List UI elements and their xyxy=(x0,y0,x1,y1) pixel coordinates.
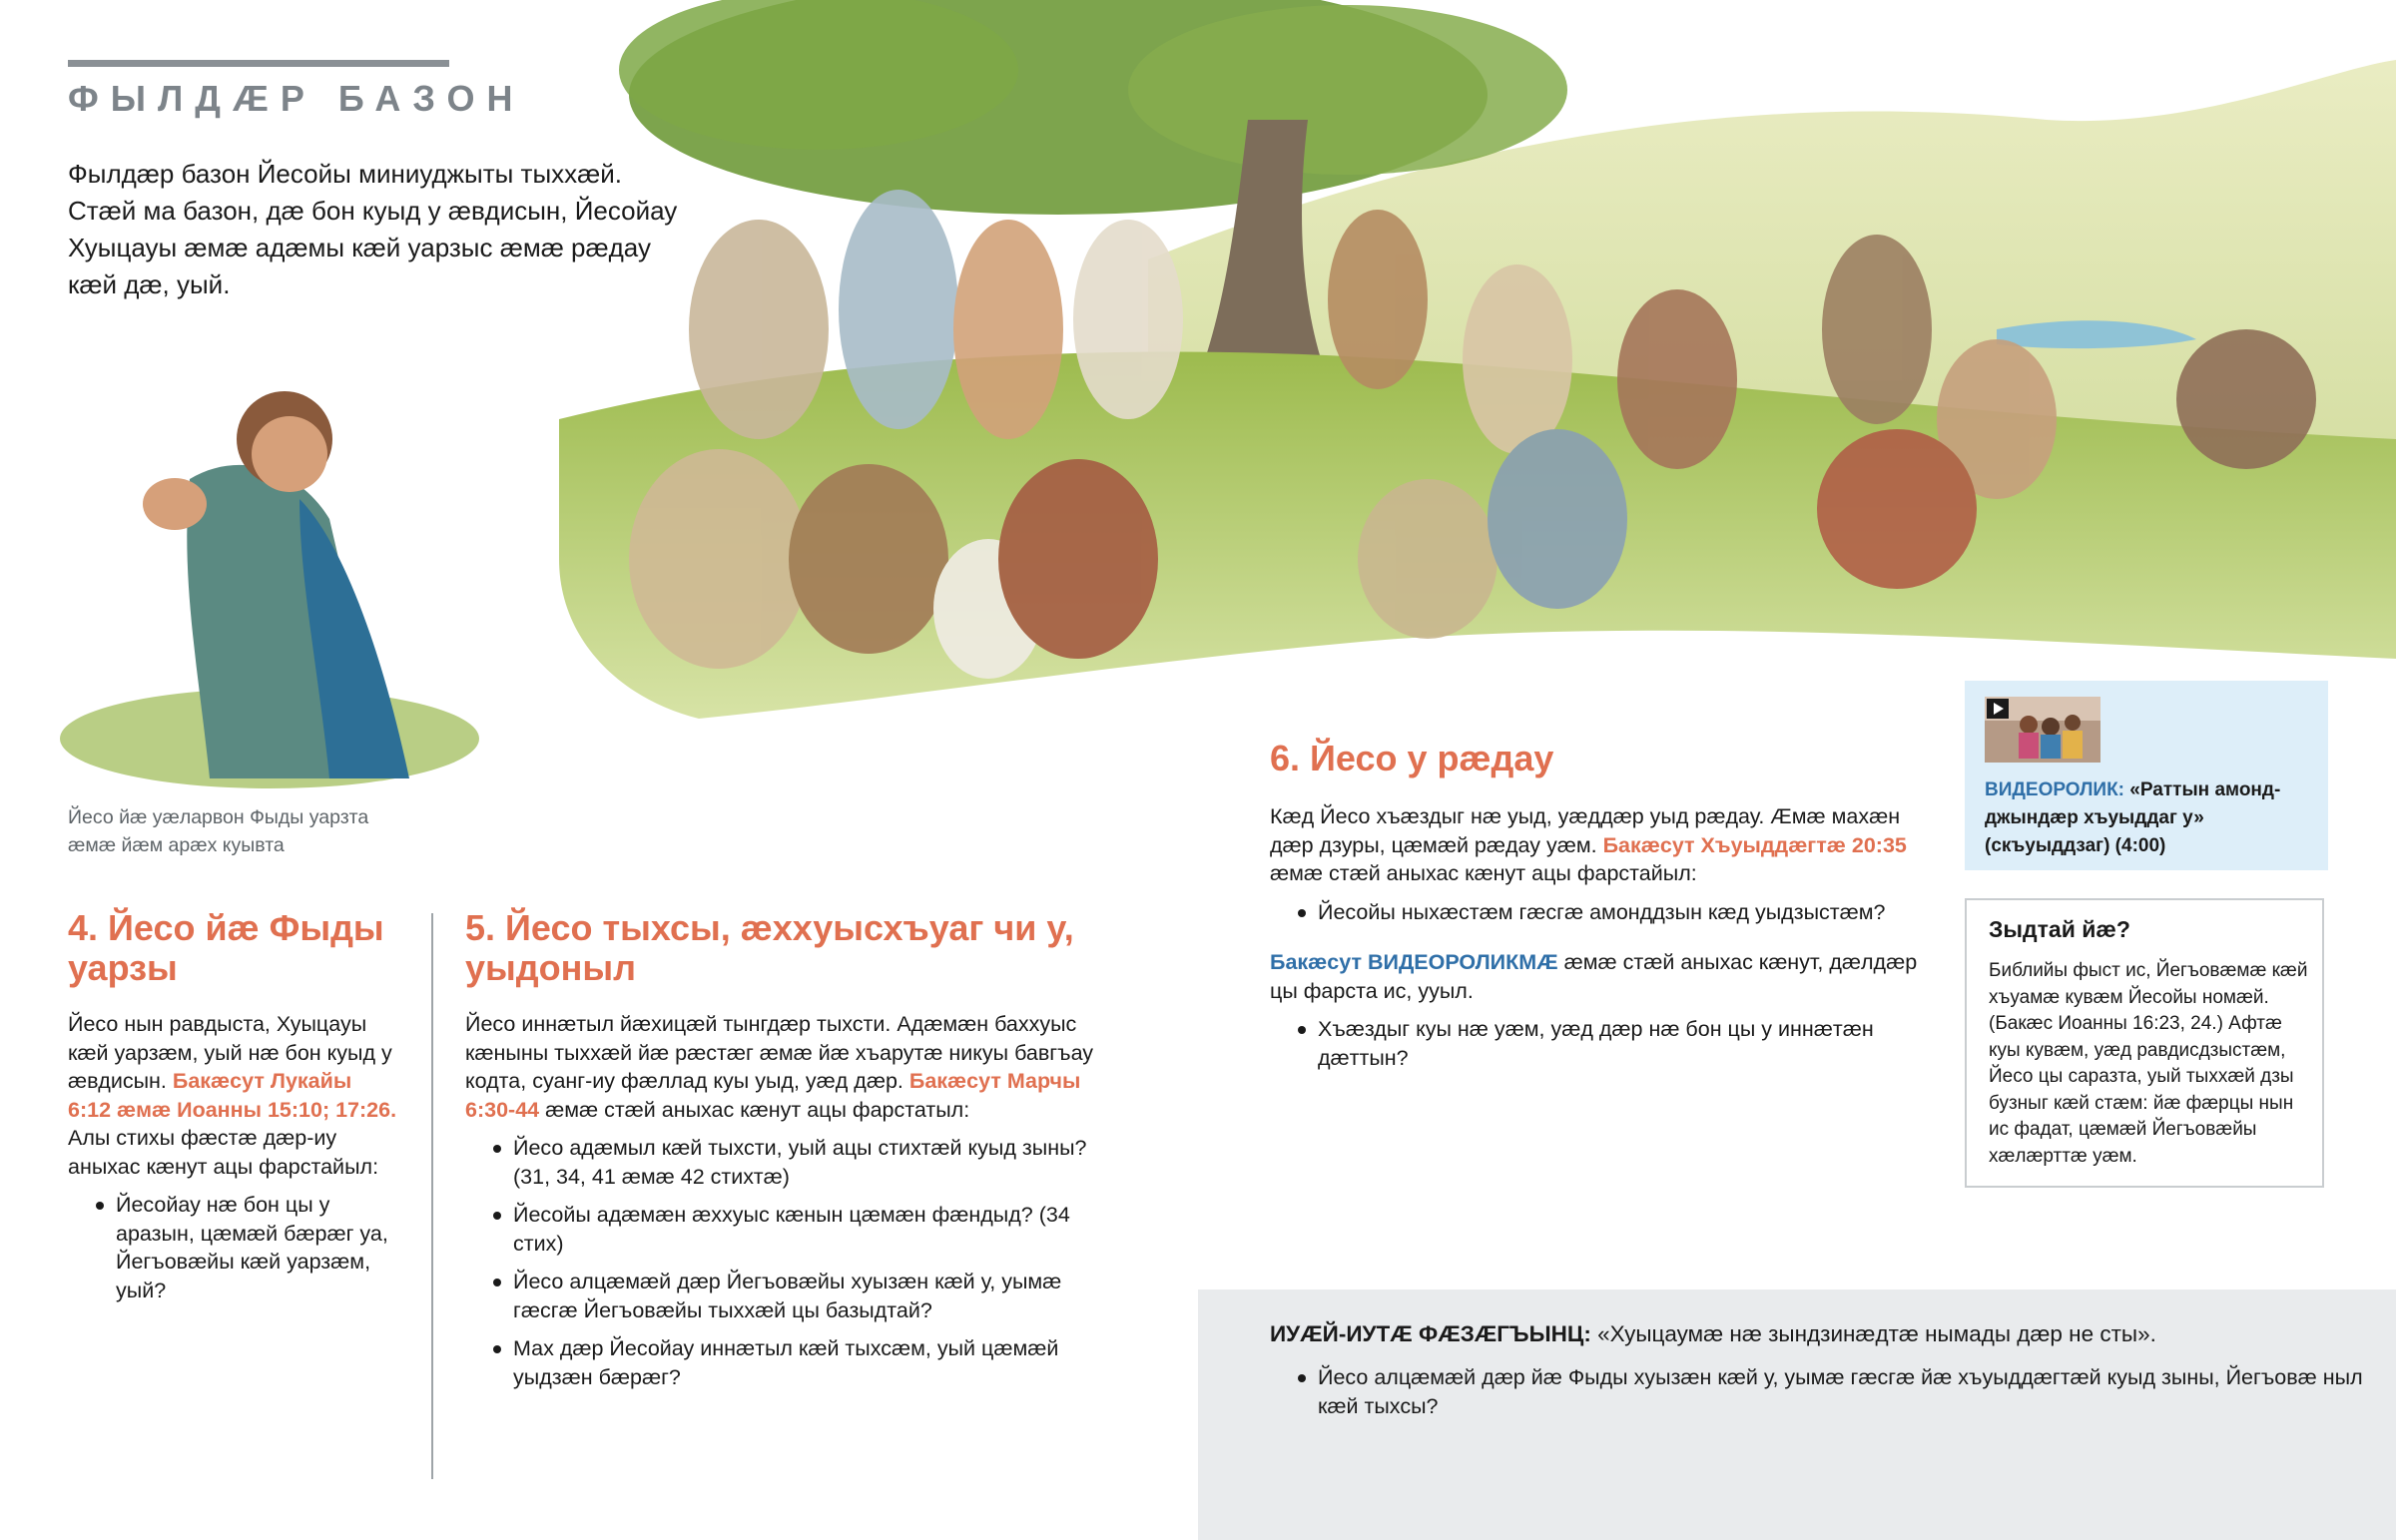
video-caption[interactable] xyxy=(1985,776,2314,860)
list-item: Йесойы ныхæстæм гæсгæ амонддзын кæд уыдзыстæм? xyxy=(1270,898,1949,927)
some-say-quote: «Хуыцаумæ нæ зындзинæдтæ нымады дæр не сты». xyxy=(1590,1321,2156,1346)
video-label: ВИДЕОРОЛИК: xyxy=(1985,779,2125,800)
lesson-6-text xyxy=(1270,802,1939,888)
section-title: ФЫЛДÆР БАЗОН xyxy=(68,78,525,119)
lesson-6-video-text xyxy=(1270,948,1929,1005)
lesson-5-title: 5. Йесо тыхсы, æххуысхъуаг чи у, уыдоныл xyxy=(465,907,1074,988)
list-item: Мах дæр Йесойау иннæтыл кæй тыхсæм, уый цæмæй уыдзæн бæрæг? xyxy=(465,1334,1104,1391)
lesson-5 xyxy=(465,908,1134,1391)
some-say-questions xyxy=(1270,1353,2368,1420)
image-caption: Йесо йæ уæларвон Фыды уарзта æмæ йæм арæх куывта xyxy=(68,806,369,856)
list-item: Йесо алцæмæй дæр йæ Фыды хуызæн кæй у, уымæ гæсгæ йæ хъуыддæгтæй куыд зыны, Йегъовæ ныл кæй тыхсы? xyxy=(1270,1363,2368,1420)
list-item: Йесо алцæмæй дæр Йегъовæйы хуызæн кæй у, уымæ гæсгæ Йегъовæйы тыххæй цы базыдтай? xyxy=(465,1268,1104,1324)
lesson-6 xyxy=(1270,739,1949,1072)
did-you-know-title: Зыдтай йæ? xyxy=(1989,916,2130,942)
lesson-4-body: Йесо нын равдыста, Хуыцауы кæй уарзæм, уый нæ бон куыд у æвдисын. xyxy=(68,1012,392,1093)
lesson-5-body: Йесо иннæтыл йæхицæй тынгдæр тыхсти. Адæмæн баххуыс кæныны тыххæй йæ рæстæг æмæ йæ хъарутæ никуы бавгъау кодта, суанг-иу фæллад куы уыд, уæд дæр. xyxy=(465,1012,1094,1093)
lesson-4-title: 4. Йесо йæ Фыды уарзы xyxy=(68,907,384,988)
lesson-6-video-questions xyxy=(1270,1015,1889,1072)
lesson-4-body-cont: Алы стихы фæстæ дæр-иу аныхас кæнут ацы фарстайыл: xyxy=(68,1126,379,1179)
some-say-label: ИУÆЙ-ИУТÆ ФÆЗÆГЪЫНЦ: xyxy=(1270,1321,1591,1346)
praying-jesus-figure xyxy=(60,391,479,788)
list-item: Хъæздыг куы нæ уæм, уæд дæр нæ бон цы у иннæтæн дæттын? xyxy=(1270,1015,1889,1072)
did-you-know-text: Библийы фыст ис, Йегъовæмæ кæй хъуамæ кувæм Йесойы номæй. (Бакæс Иоанны 16:23, 24.) Афтæ куы кувæм, уæд равдисдзыстæм, Йесо цы саразта, уый тыххæй дзы бузныг кæй стæм: йæ фæрцы нын ис фадат, цæмæй Йегъовæйы хæлæрттæ уæм. xyxy=(1989,960,2308,1167)
lesson-5-scripture-ref[interactable]: Бакæсут Марчы 6:30-44 xyxy=(465,1069,1081,1122)
list-item: Йесойы адæмæн æххуыс кæнын цæмæн фæндыд? (34 стих) xyxy=(465,1201,1104,1258)
video-thumbnail[interactable] xyxy=(1985,697,2100,763)
lesson-5-body-cont: æмæ стæй аныхас кæнут ацы фарстатыл: xyxy=(539,1097,970,1122)
lesson-5-questions xyxy=(465,1134,1104,1391)
intro-text: Фылдæр базон Йесойы миниуджыты тыххæй. Стæй ма базон, дæ бон куыд у æвдисын, Йесойау Хуыцауы æмæ адæмы кæй уарзыс æмæ рæдау кæй дæ, уый. xyxy=(68,159,678,299)
lesson-4-questions xyxy=(68,1191,397,1304)
play-icon[interactable] xyxy=(1987,699,2009,719)
some-say-heading xyxy=(1270,1319,2368,1349)
video-link[interactable]: Бакæсут ВИДЕОРОЛИКМÆ xyxy=(1270,950,1558,974)
lesson-6-body-cont: æмæ стæй аныхас кæнут ацы фарстайыл: xyxy=(1270,861,1697,885)
lesson-5-text xyxy=(465,1010,1134,1124)
video-title: «Раттын амонд-джындæр хъуыддаг у» (скъуыддзаг) (4:00) xyxy=(1985,779,2281,856)
section-bar xyxy=(68,60,449,67)
lesson-6-questions xyxy=(1270,898,1949,927)
lesson-4-scripture-ref[interactable]: Бакæсут Лукайы 6:12 æмæ Иоанны 15:10; 17:26. xyxy=(68,1069,397,1122)
list-item: Йесо адæмыл кæй тыхсти, уый ацы стихтæй куыд зыны? (31, 34, 41 æмæ 42 стихтæ) xyxy=(465,1134,1104,1191)
lesson-4-text xyxy=(68,1010,397,1181)
list-item: Йесойау нæ бон цы у аразын, цæмæй бæрæг уа, Йегъовæйы кæй уарзæм, уый? xyxy=(68,1191,397,1304)
lesson-6-scripture-ref[interactable]: Бакæсут Хъуыддæгтæ 20:35 xyxy=(1602,832,1907,857)
lesson-4 xyxy=(68,908,397,1304)
lesson-6-title: 6. Йесо у рæдау xyxy=(1270,738,1554,778)
lesson-6-video-body: æмæ стæй аныхас кæнут, дæлдæр цы фарста ис, ууыл. xyxy=(1270,950,1918,1003)
column-divider xyxy=(431,913,433,1479)
lesson-6-body: Кæд Йесо хъæздыг нæ уыд, уæддæр уыд рæдау. Æмæ махæн дæр дзуры, цæмæй рæдау уæм. xyxy=(1270,804,1901,857)
